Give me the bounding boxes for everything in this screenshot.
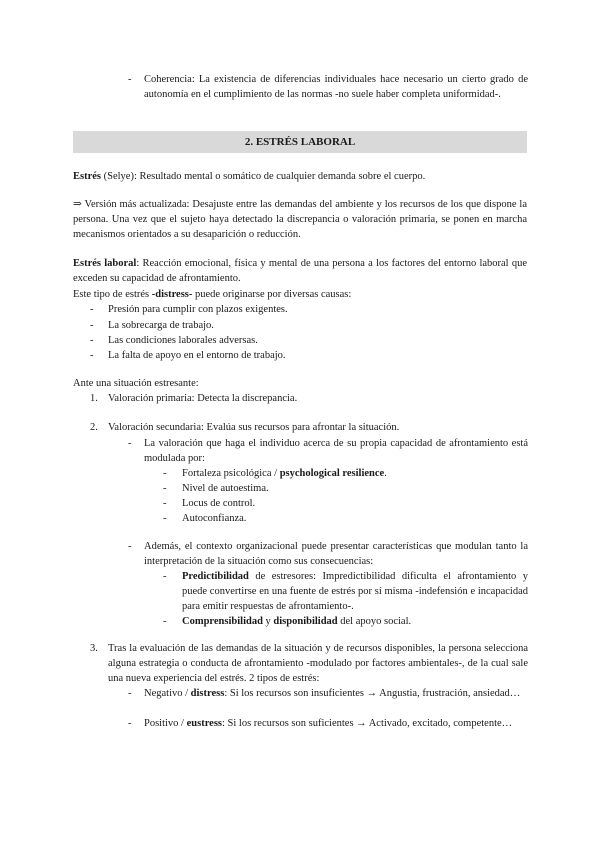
conjunction: y	[262, 616, 274, 627]
evaluacion-paragraph: Tras la evaluación de las demandas de la situación y de recursos disponibles, la persona selecciona alguna estrategia o conducta de afrontamiento -modulado por factores ambientales-, de la cual sale una nueva experiencia del estrés. 2 tipos de estrés:	[108, 643, 528, 684]
laboral-causes-intro	[73, 287, 527, 302]
positivo-text: : Si los recursos son suficientes → Activado, excitado, competente…	[222, 718, 513, 729]
section-title: 2. ESTRÉS LABORAL	[244, 136, 356, 148]
positivo-label: Positivo /	[144, 718, 187, 729]
laboral-definition	[73, 256, 527, 286]
causes-intro-c: puede originarse por diversas causas:	[192, 289, 352, 300]
negativo-item	[144, 686, 528, 701]
list-dash: -	[163, 468, 167, 479]
ante-intro: Ante una situación estresante:	[73, 378, 199, 389]
valoracion-primaria: Valoración primaria: Detecta la discrepancia.	[108, 393, 298, 404]
estres-text: (Selye): Resultado mental o somático de cualquier demanda sobre el cuerpo.	[101, 171, 426, 182]
list-dash: -	[163, 513, 167, 524]
comprensibilidad-term: Comprensibilidad	[182, 616, 263, 627]
version-text: Versión más actualizada: Desajuste entre las demandas del ambiente y los recursos de los que dispone la persona. Una vez que el sujeto haya detectado la discrepancia o valoración primaria, se ponen en marcha mecanismos orientados a su desaparición o reducción.	[73, 199, 527, 240]
list-dash: -	[90, 335, 94, 346]
item-number: 2.	[90, 422, 98, 433]
positivo-item	[144, 716, 528, 731]
factor-text: Fortaleza psicológica /	[182, 468, 280, 479]
list-dash: -	[128, 541, 132, 552]
factor-end: .	[384, 468, 387, 479]
comprensibilidad-text: del apoyo social.	[337, 616, 412, 627]
valoracion-secundaria: Valoración secundaria: Evalúa sus recursos para afrontar la situación.	[108, 422, 400, 433]
negativo-text: : Si los recursos son insuficientes → Angustia, frustración, ansiedad…	[224, 688, 521, 699]
factor-item: Nivel de autoestima.	[182, 483, 269, 494]
predictibilidad-item	[182, 569, 528, 614]
factor-item	[182, 466, 387, 481]
cause-item: La falta de apoyo en el entorno de trabajo.	[108, 350, 286, 361]
predictibilidad-text: de estresores: Impredictibilidad dificulta el afrontamiento y puede convertirse en una fuente de estrés por sí misma -indefensión e incapacidad para emitir respuestas de afrontamiento-.	[182, 571, 528, 612]
list-dash: -	[163, 483, 167, 494]
list-dash: -	[128, 74, 132, 85]
resilience-term: psychological resilience	[279, 468, 385, 479]
factor-item: Locus de control.	[182, 498, 256, 509]
cause-item: Presión para cumplir con plazos exigentes.	[108, 304, 288, 315]
list-dash: -	[163, 571, 167, 582]
coherencia-item	[144, 72, 528, 102]
list-dash: -	[128, 438, 132, 449]
version-paragraph	[73, 197, 527, 242]
negativo-label: Negativo /	[144, 688, 191, 699]
distress-term: distress	[190, 688, 225, 699]
factor-item: Autoconfianza.	[182, 513, 247, 524]
list-dash: -	[90, 304, 94, 315]
list-dash: -	[163, 498, 167, 509]
causes-intro-a: Este tipo de estrés	[73, 289, 152, 300]
eustress-term: eustress	[186, 718, 222, 729]
disponibilidad-term: disponibilidad	[273, 616, 338, 627]
list-dash: -	[90, 350, 94, 361]
item-number: 3.	[90, 643, 98, 654]
cause-item: Las condiciones laborales adversas.	[108, 335, 258, 346]
predictibilidad-term: Predictibilidad	[182, 571, 249, 582]
laboral-term: Estrés laboral	[73, 258, 137, 269]
coherencia-text: : La existencia de diferencias individuales hace necesario un cierto grado de autonomía en el cumplimiento de las normas -no suele haber completa uniformidad-.	[144, 74, 528, 100]
list-dash: -	[90, 320, 94, 331]
estres-definition	[73, 169, 527, 184]
arrow-icon: ⇒	[73, 199, 82, 210]
laboral-text: : Reacción emocional, física y mental de una persona a los factores del entorno laboral que exceden su capacidad de afrontamiento.	[73, 258, 527, 284]
list-dash: -	[163, 616, 167, 627]
coherencia-label: Coherencia	[144, 74, 192, 85]
estres-term: Estrés	[73, 171, 101, 182]
section-header	[73, 131, 527, 153]
comprensibilidad-item	[182, 614, 528, 629]
list-dash: -	[128, 718, 132, 729]
item-number: 1.	[90, 393, 98, 404]
cause-item: La sobrecarga de trabajo.	[108, 320, 214, 331]
contexto-paragraph: Además, el contexto organizacional puede presentar características que modulan tanto la interpretación de la situación como sus consecuencias:	[144, 541, 528, 567]
list-dash: -	[128, 688, 132, 699]
capacidad-paragraph: La valoración que haga el individuo acerca de su propia capacidad de afrontamiento está modulada por:	[144, 438, 528, 464]
distress-term: -distress-	[151, 289, 193, 300]
